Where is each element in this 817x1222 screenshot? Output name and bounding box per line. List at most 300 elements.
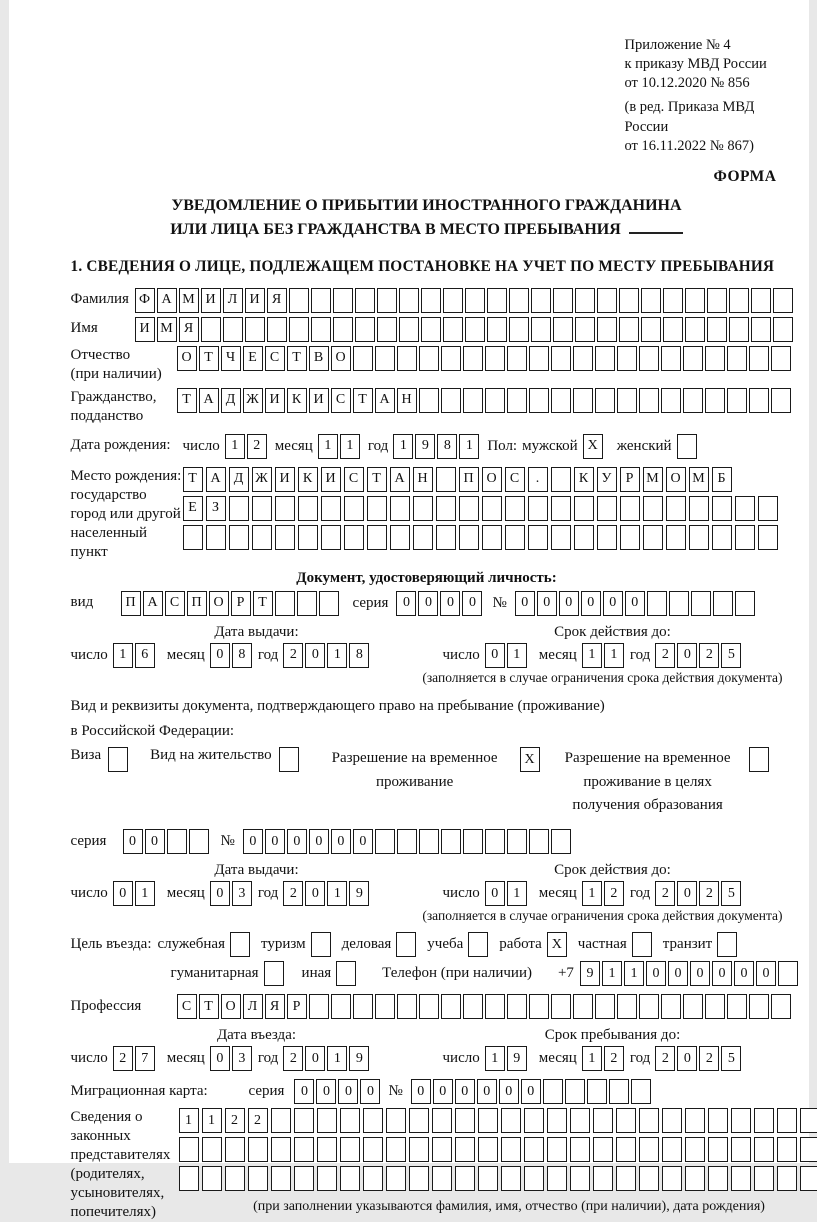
char-box[interactable]: 0 [677, 881, 697, 906]
char-box[interactable] [708, 1166, 728, 1191]
char-box[interactable] [279, 747, 299, 772]
char-box[interactable] [390, 525, 410, 550]
char-box[interactable]: 0 [113, 881, 133, 906]
char-box[interactable] [705, 994, 725, 1019]
char-box[interactable] [689, 525, 709, 550]
char-box[interactable]: 1 [327, 881, 347, 906]
char-box[interactable] [229, 496, 249, 521]
char-box[interactable] [189, 829, 209, 854]
char-box[interactable]: К [287, 388, 307, 413]
char-box[interactable] [202, 1166, 222, 1191]
char-box[interactable] [553, 317, 573, 342]
char-box[interactable] [620, 525, 640, 550]
char-box[interactable] [685, 1166, 705, 1191]
char-box[interactable] [465, 317, 485, 342]
surname-boxes[interactable] [135, 288, 793, 313]
char-box[interactable]: 0 [603, 591, 623, 616]
char-box[interactable]: О [666, 467, 686, 492]
char-box[interactable] [419, 388, 439, 413]
char-box[interactable] [754, 1166, 774, 1191]
char-box[interactable] [289, 317, 309, 342]
char-box[interactable] [441, 994, 461, 1019]
char-box[interactable]: 3 [232, 1046, 252, 1071]
char-box[interactable]: 0 [265, 829, 285, 854]
char-box[interactable] [275, 496, 295, 521]
char-box[interactable]: О [331, 346, 351, 371]
char-box[interactable] [639, 1166, 659, 1191]
char-box[interactable] [593, 1137, 613, 1162]
char-box[interactable] [397, 829, 417, 854]
char-box[interactable]: 0 [677, 643, 697, 668]
char-box[interactable] [317, 1108, 337, 1133]
char-box[interactable] [509, 317, 529, 342]
char-box[interactable] [717, 932, 737, 957]
char-box[interactable] [367, 525, 387, 550]
char-box[interactable] [662, 1166, 682, 1191]
char-box[interactable] [344, 496, 364, 521]
char-box[interactable] [275, 525, 295, 550]
migration-series-boxes[interactable] [294, 1079, 380, 1104]
char-box[interactable]: И [321, 467, 341, 492]
char-box[interactable] [595, 388, 615, 413]
char-box[interactable]: Т [367, 467, 387, 492]
char-box[interactable] [419, 829, 439, 854]
char-box[interactable] [617, 994, 637, 1019]
char-box[interactable] [507, 829, 527, 854]
entry-year-boxes[interactable] [283, 1046, 369, 1071]
char-box[interactable] [507, 994, 527, 1019]
purpose-tourism-checkbox[interactable] [311, 932, 331, 957]
char-box[interactable]: 0 [521, 1079, 541, 1104]
char-box[interactable]: 1 [327, 1046, 347, 1071]
char-box[interactable]: 6 [135, 643, 155, 668]
char-box[interactable]: П [459, 467, 479, 492]
birth-year-boxes[interactable] [393, 434, 479, 459]
char-box[interactable] [708, 1108, 728, 1133]
char-box[interactable] [663, 317, 683, 342]
char-box[interactable] [248, 1166, 268, 1191]
char-box[interactable] [771, 994, 791, 1019]
char-box[interactable]: 1 [225, 434, 245, 459]
char-box[interactable]: 0 [305, 881, 325, 906]
char-box[interactable] [597, 496, 617, 521]
char-box[interactable]: Р [620, 467, 640, 492]
char-box[interactable] [524, 1166, 544, 1191]
issue-day-boxes[interactable] [113, 643, 155, 668]
char-box[interactable] [551, 346, 571, 371]
char-box[interactable]: С [344, 467, 364, 492]
temp-permit-checkbox[interactable] [520, 747, 540, 772]
char-box[interactable]: Т [253, 591, 273, 616]
char-box[interactable] [707, 317, 727, 342]
char-box[interactable] [167, 829, 187, 854]
char-box[interactable] [436, 467, 456, 492]
char-box[interactable] [643, 525, 663, 550]
char-box[interactable] [340, 1166, 360, 1191]
char-box[interactable] [386, 1137, 406, 1162]
char-box[interactable] [413, 496, 433, 521]
char-box[interactable] [294, 1166, 314, 1191]
char-box[interactable]: 1 [135, 881, 155, 906]
char-box[interactable] [294, 1108, 314, 1133]
char-box[interactable]: 1 [582, 643, 602, 668]
char-box[interactable] [641, 317, 661, 342]
char-box[interactable]: 0 [353, 829, 373, 854]
char-box[interactable] [336, 961, 356, 986]
char-box[interactable] [528, 525, 548, 550]
char-box[interactable]: 0 [433, 1079, 453, 1104]
char-box[interactable] [363, 1137, 383, 1162]
char-box[interactable]: 2 [247, 434, 267, 459]
char-box[interactable] [443, 317, 463, 342]
char-box[interactable] [751, 317, 771, 342]
char-box[interactable] [463, 346, 483, 371]
char-box[interactable]: 1 [113, 643, 133, 668]
residence-expiry-year-boxes[interactable] [655, 881, 741, 906]
char-box[interactable] [321, 525, 341, 550]
char-box[interactable]: 9 [415, 434, 435, 459]
char-box[interactable]: Д [229, 467, 249, 492]
char-box[interactable]: Б [712, 467, 732, 492]
char-box[interactable]: 2 [655, 1046, 675, 1071]
char-box[interactable] [754, 1108, 774, 1133]
char-box[interactable] [771, 346, 791, 371]
char-box[interactable]: С [165, 591, 185, 616]
char-box[interactable] [463, 388, 483, 413]
char-box[interactable]: Ж [243, 388, 263, 413]
char-box[interactable] [800, 1166, 817, 1191]
char-box[interactable] [777, 1137, 797, 1162]
char-box[interactable]: О [209, 591, 229, 616]
purpose-business-checkbox[interactable] [396, 932, 416, 957]
char-box[interactable] [432, 1166, 452, 1191]
char-box[interactable] [298, 525, 318, 550]
char-box[interactable]: 2 [283, 1046, 303, 1071]
char-box[interactable] [551, 994, 571, 1019]
char-box[interactable] [707, 288, 727, 313]
char-box[interactable] [749, 994, 769, 1019]
char-box[interactable] [800, 1108, 817, 1133]
char-box[interactable] [108, 747, 128, 772]
char-box[interactable] [478, 1108, 498, 1133]
char-box[interactable]: Н [397, 388, 417, 413]
char-box[interactable]: 0 [305, 643, 325, 668]
char-box[interactable]: 1 [340, 434, 360, 459]
char-box[interactable] [201, 317, 221, 342]
char-box[interactable]: 2 [655, 643, 675, 668]
char-box[interactable]: 1 [602, 961, 622, 986]
char-box[interactable] [311, 317, 331, 342]
char-box[interactable] [399, 317, 419, 342]
char-box[interactable] [712, 496, 732, 521]
char-box[interactable]: Ч [221, 346, 241, 371]
char-box[interactable]: 2 [699, 1046, 719, 1071]
char-box[interactable]: 0 [123, 829, 143, 854]
char-box[interactable]: К [298, 467, 318, 492]
char-box[interactable] [409, 1137, 429, 1162]
stay-month-boxes[interactable] [582, 1046, 624, 1071]
char-box[interactable] [531, 317, 551, 342]
char-box[interactable] [390, 496, 410, 521]
char-box[interactable]: Т [199, 994, 219, 1019]
char-box[interactable]: 2 [604, 1046, 624, 1071]
char-box[interactable]: Т [177, 388, 197, 413]
char-box[interactable]: С [505, 467, 525, 492]
char-box[interactable] [553, 288, 573, 313]
char-box[interactable] [727, 388, 747, 413]
char-box[interactable] [683, 994, 703, 1019]
char-box[interactable] [468, 932, 488, 957]
char-box[interactable]: 0 [515, 591, 535, 616]
char-box[interactable]: 0 [712, 961, 732, 986]
residence-issue-month-boxes[interactable] [210, 881, 252, 906]
char-box[interactable] [575, 288, 595, 313]
char-box[interactable] [551, 829, 571, 854]
char-box[interactable] [463, 829, 483, 854]
char-box[interactable] [639, 346, 659, 371]
purpose-work-checkbox[interactable] [547, 932, 567, 957]
stay-day-boxes[interactable] [485, 1046, 527, 1071]
char-box[interactable]: 0 [559, 591, 579, 616]
char-box[interactable] [441, 346, 461, 371]
char-box[interactable] [386, 1108, 406, 1133]
char-box[interactable] [386, 1166, 406, 1191]
char-box[interactable]: М [689, 467, 709, 492]
char-box[interactable] [179, 1166, 199, 1191]
residence-series-boxes[interactable] [123, 829, 209, 854]
char-box[interactable] [397, 346, 417, 371]
char-box[interactable] [421, 288, 441, 313]
char-box[interactable] [683, 388, 703, 413]
char-box[interactable] [705, 388, 725, 413]
char-box[interactable] [531, 288, 551, 313]
char-box[interactable] [643, 496, 663, 521]
char-box[interactable]: 0 [418, 591, 438, 616]
char-box[interactable] [574, 525, 594, 550]
char-box[interactable] [620, 496, 640, 521]
residence-number-boxes[interactable] [243, 829, 571, 854]
char-box[interactable] [663, 288, 683, 313]
char-box[interactable] [421, 317, 441, 342]
given-name-boxes[interactable] [135, 317, 793, 342]
char-box[interactable] [413, 525, 433, 550]
char-box[interactable]: 3 [232, 881, 252, 906]
char-box[interactable] [443, 288, 463, 313]
char-box[interactable] [677, 434, 697, 459]
char-box[interactable] [565, 1079, 585, 1104]
char-box[interactable]: 8 [437, 434, 457, 459]
char-box[interactable]: 0 [210, 643, 230, 668]
char-box[interactable]: 1 [582, 1046, 602, 1071]
char-box[interactable] [248, 1137, 268, 1162]
char-box[interactable] [355, 288, 375, 313]
char-box[interactable]: С [331, 388, 351, 413]
char-box[interactable] [333, 317, 353, 342]
char-box[interactable] [617, 388, 637, 413]
char-box[interactable] [294, 1137, 314, 1162]
char-box[interactable]: 9 [507, 1046, 527, 1071]
entry-day-boxes[interactable] [113, 1046, 155, 1071]
char-box[interactable] [223, 317, 243, 342]
char-box[interactable] [735, 496, 755, 521]
char-box[interactable] [593, 1108, 613, 1133]
purpose-transit-checkbox[interactable] [717, 932, 737, 957]
char-box[interactable]: Т [199, 346, 219, 371]
char-box[interactable]: 0 [499, 1079, 519, 1104]
purpose-official-checkbox[interactable] [230, 932, 250, 957]
char-box[interactable] [777, 1108, 797, 1133]
char-box[interactable]: 0 [411, 1079, 431, 1104]
char-box[interactable]: Е [243, 346, 263, 371]
char-box[interactable] [463, 994, 483, 1019]
purpose-study-checkbox[interactable] [468, 932, 488, 957]
char-box[interactable] [419, 346, 439, 371]
char-box[interactable] [639, 994, 659, 1019]
char-box[interactable]: Р [287, 994, 307, 1019]
char-box[interactable] [482, 525, 502, 550]
char-box[interactable] [375, 994, 395, 1019]
char-box[interactable] [432, 1137, 452, 1162]
char-box[interactable] [507, 388, 527, 413]
birth-month-boxes[interactable] [318, 434, 360, 459]
char-box[interactable]: 1 [202, 1108, 222, 1133]
doc-series-boxes[interactable] [396, 591, 482, 616]
char-box[interactable] [647, 591, 667, 616]
char-box[interactable] [275, 591, 295, 616]
char-box[interactable]: 0 [646, 961, 666, 986]
char-box[interactable] [685, 1108, 705, 1133]
char-box[interactable] [459, 525, 479, 550]
char-box[interactable] [482, 496, 502, 521]
char-box[interactable]: 0 [668, 961, 688, 986]
char-box[interactable]: Л [223, 288, 243, 313]
char-box[interactable]: 5 [721, 1046, 741, 1071]
char-box[interactable] [509, 288, 529, 313]
char-box[interactable]: 0 [331, 829, 351, 854]
char-box[interactable] [419, 994, 439, 1019]
char-box[interactable] [206, 525, 226, 550]
char-box[interactable] [501, 1137, 521, 1162]
char-box[interactable]: 9 [349, 881, 369, 906]
char-box[interactable]: 8 [232, 643, 252, 668]
char-box[interactable] [225, 1166, 245, 1191]
char-box[interactable]: О [221, 994, 241, 1019]
char-box[interactable]: И [245, 288, 265, 313]
char-box[interactable] [465, 288, 485, 313]
char-box[interactable] [570, 1108, 590, 1133]
char-box[interactable] [619, 317, 639, 342]
residence-issue-year-boxes[interactable] [283, 881, 369, 906]
expiry-month-boxes[interactable] [582, 643, 624, 668]
char-box[interactable] [729, 288, 749, 313]
char-box[interactable] [298, 496, 318, 521]
char-box[interactable] [230, 932, 250, 957]
char-box[interactable]: О [177, 346, 197, 371]
char-box[interactable]: 1 [393, 434, 413, 459]
char-box[interactable] [543, 1079, 563, 1104]
char-box[interactable] [397, 994, 417, 1019]
char-box[interactable] [754, 1137, 774, 1162]
char-box[interactable]: И [275, 467, 295, 492]
char-box[interactable] [547, 1137, 567, 1162]
char-box[interactable]: 0 [455, 1079, 475, 1104]
char-box[interactable]: 0 [294, 1079, 314, 1104]
char-box[interactable]: . [528, 467, 548, 492]
purpose-other-checkbox[interactable] [336, 961, 356, 986]
char-box[interactable]: Т [353, 388, 373, 413]
char-box[interactable] [749, 388, 769, 413]
char-box[interactable] [344, 525, 364, 550]
char-box[interactable]: 1 [604, 643, 624, 668]
char-box[interactable] [487, 288, 507, 313]
char-box[interactable] [639, 1108, 659, 1133]
stay-year-boxes[interactable] [655, 1046, 741, 1071]
char-box[interactable] [735, 591, 755, 616]
char-box[interactable]: 0 [756, 961, 776, 986]
char-box[interactable] [685, 317, 705, 342]
char-box[interactable] [551, 496, 571, 521]
char-box[interactable] [377, 317, 397, 342]
char-box[interactable]: Т [183, 467, 203, 492]
char-box[interactable]: А [206, 467, 226, 492]
char-box[interactable] [595, 994, 615, 1019]
migration-number-boxes[interactable] [411, 1079, 651, 1104]
char-box[interactable]: Я [179, 317, 199, 342]
char-box[interactable] [367, 496, 387, 521]
char-box[interactable] [547, 1166, 567, 1191]
char-box[interactable]: П [121, 591, 141, 616]
char-box[interactable]: 1 [485, 1046, 505, 1071]
char-box[interactable] [441, 388, 461, 413]
char-box[interactable] [377, 288, 397, 313]
char-box[interactable] [317, 1166, 337, 1191]
char-box[interactable] [524, 1137, 544, 1162]
char-box[interactable]: 0 [440, 591, 460, 616]
char-box[interactable]: 0 [287, 829, 307, 854]
char-box[interactable]: Я [267, 288, 287, 313]
char-box[interactable]: Д [221, 388, 241, 413]
char-box[interactable] [685, 1137, 705, 1162]
char-box[interactable] [631, 1079, 651, 1104]
char-box[interactable]: О [482, 467, 502, 492]
char-box[interactable]: 1 [179, 1108, 199, 1133]
char-box[interactable] [729, 317, 749, 342]
char-box[interactable] [409, 1166, 429, 1191]
profession-boxes[interactable] [177, 994, 791, 1019]
char-box[interactable]: З [206, 496, 226, 521]
char-box[interactable]: П [187, 591, 207, 616]
representatives-boxes-row1[interactable] [179, 1108, 817, 1133]
char-box[interactable]: 2 [225, 1108, 245, 1133]
char-box[interactable] [575, 317, 595, 342]
edu-permit-checkbox[interactable] [749, 747, 769, 772]
char-box[interactable]: Е [183, 496, 203, 521]
char-box[interactable]: Ж [252, 467, 272, 492]
char-box[interactable] [396, 932, 416, 957]
char-box[interactable] [619, 288, 639, 313]
char-box[interactable]: Ф [135, 288, 155, 313]
char-box[interactable]: 0 [462, 591, 482, 616]
char-box[interactable] [485, 994, 505, 1019]
char-box[interactable] [749, 747, 769, 772]
char-box[interactable] [271, 1108, 291, 1133]
char-box[interactable] [529, 994, 549, 1019]
char-box[interactable] [773, 317, 793, 342]
char-box[interactable] [436, 496, 456, 521]
char-box[interactable]: 5 [721, 881, 741, 906]
char-box[interactable] [229, 525, 249, 550]
representatives-boxes-row2[interactable] [179, 1137, 817, 1162]
